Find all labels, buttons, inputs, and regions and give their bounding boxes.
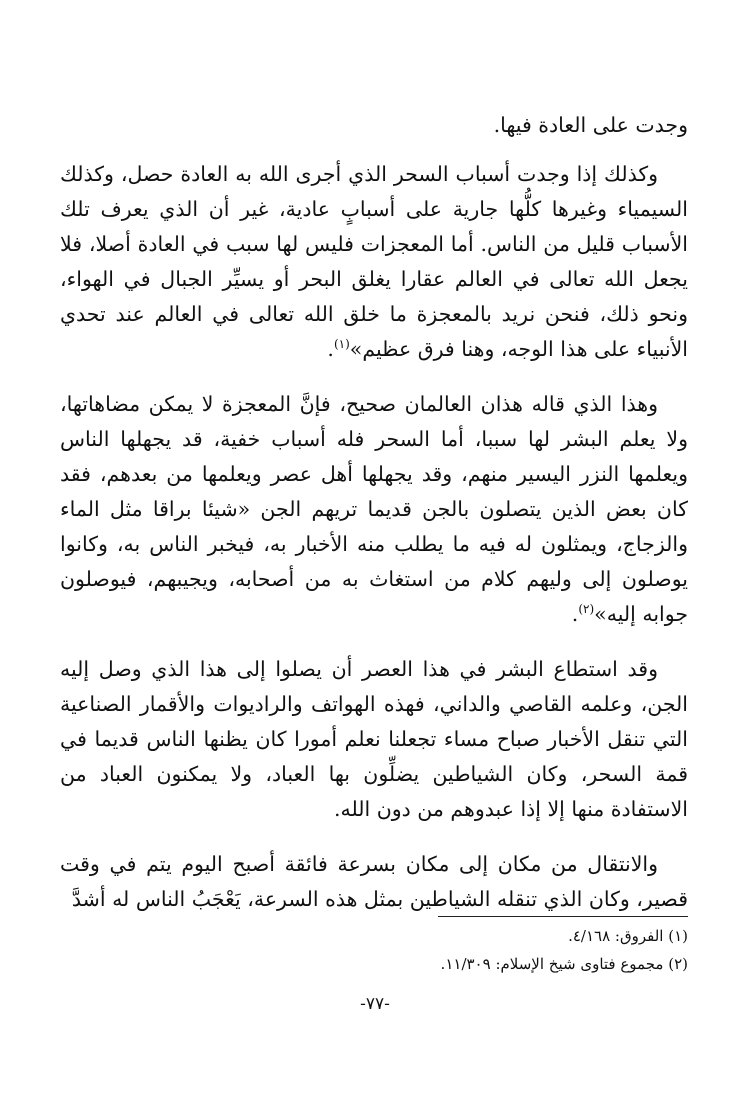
paragraph-1-text: وجدت على العادة فيها. <box>493 113 688 137</box>
paragraph-5-text: والانتقال من مكان إلى مكان بسرعة فائقة أصبح اليوم يتم في وقت قصير، وكان الذي تنقله الشياطين بمثل هذه السرعة، يَعْجَبُ الناس له أشدَّ <box>60 852 688 911</box>
paragraph-4-text: وقد استطاع البشر في هذا العصر أن يصلوا إلى هذا الذي وصل إليه الجن، وعلمه القاصي والداني، فهذه الهواتف والراديوات والأقمار الصناعية التي تنقل الأخبار صباح مساء تجعلنا نعلم أمورا كان يظنها الناس قديما في قمة السحر، وكان الشياطين يضلِّون بها العباد، ولا يمكنون العباد من الاستفادة منها إلا إذا عبدوهم من دون الله. <box>60 657 688 821</box>
paragraph-2-end: . <box>327 337 334 361</box>
paragraph-3-end: . <box>571 602 579 626</box>
page-body <box>60 108 688 917</box>
footnote-1: (١) الفروق: ٤/١٦٨. <box>568 927 688 945</box>
paragraph-2-text: وكذلك إذا وجدت أسباب السحر الذي أجرى الله به العادة حصل، وكذلك السيمياء وغيرها كلُّها جارية على أسبابٍ عادية، غير أن الذي يعرف تلك الأسباب قليل من الناس. أما المعجزات فليس لها سبب في العادة أصلا، فلا يجعل الله تعالى في العالم عقارا يغلق البحر أو يسيِّر الجبال في الهواء، ونحو ذلك، فنحن نريد بالمعجزة ما خلق الله تعالى في العالم عند تحدي الأنبياء على هذا الوجه، وهنا فرق عظيم» <box>60 162 688 361</box>
footnote-ref-1: (١) <box>333 337 350 352</box>
paragraph-2 <box>60 157 688 367</box>
paragraph-4 <box>60 652 688 827</box>
footnotes <box>60 922 688 978</box>
paragraph-1 <box>60 108 688 143</box>
footnote-separator <box>438 916 688 917</box>
footnote-ref-2: (٢) <box>578 602 595 617</box>
paragraph-3 <box>60 387 688 632</box>
paragraph-3-text: وهذا الذي قاله هذان العالمان صحيح، فإنَّ المعجزة لا يمكن مضاهاتها، ولا يعلم البشر لها سببا، أما السحر فله أسباب خفية، قد يجهلها الناس ويعلمها النزر اليسير منهم، وقد يجهلها أهل عصر ويعلمها من بعدهم، فقد كان بعض الذين يتصلون بالجن قديما تريهم الجن «شيئا براقا مثل الماء والزجاج، ويمثلون له فيه ما يطلب منه الأخبار به، فيخبر الناس به، وكانوا يوصلون إلى وليهم كلام من استغاث به من أصحابه، ويجيبهم، فيوصلون جوابه إليه» <box>60 392 688 626</box>
paragraph-5 <box>60 847 688 917</box>
page-number: -٧٧- <box>360 994 390 1014</box>
footnote-2: (٢) مجموع فتاوى شيخ الإسلام: ١١/٣٠٩. <box>440 955 688 973</box>
